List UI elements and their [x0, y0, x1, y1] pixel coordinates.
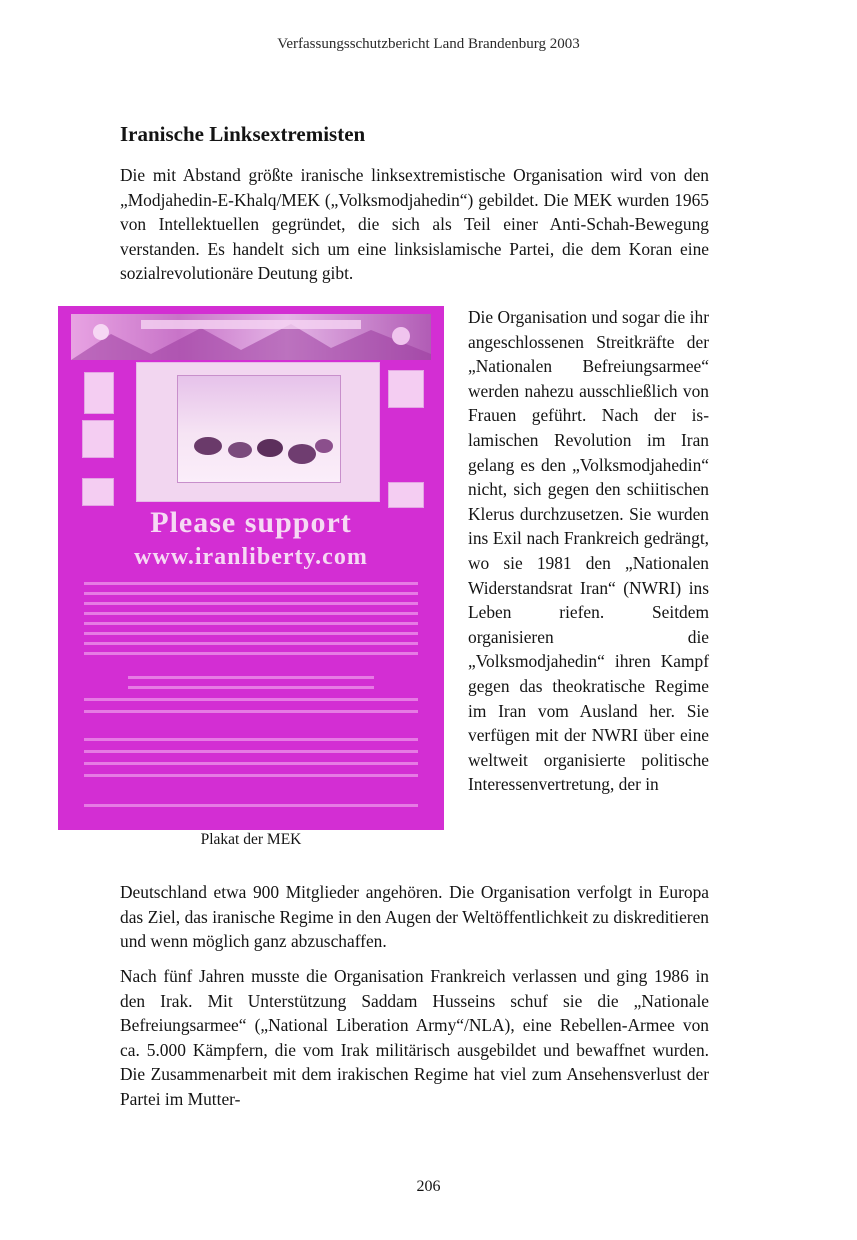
poster-thumbnail [388, 482, 424, 508]
mek-poster-image [58, 306, 444, 830]
poster-website-screenshot [136, 362, 380, 502]
page-number: 206 [416, 1178, 441, 1195]
section-title: Iranische Linksextremisten [120, 122, 366, 146]
poster-fine-print [84, 804, 418, 807]
paragraph-organisation-column: Die Organisation und sogar die ihr angeschlossenen Streitkräfte der „Nationalen Befreiungsarmee“ werden nahezu ausschließlich von Frauen geführt. Nach der islamischen Revolution im Iran gelang es den „Volksmodjahedin“ nicht, sich gegen den schiitischen Klerus durchzusetzen. Sie wurden ins Exil nach Frankreich gedrängt, wo sie 1981 den „Nationalen Widerstandsrat Iran“ (NWRI) ins Leben riefen. Seitdem organisieren die „Volksmodjahedin“ ihren Kampf gegen das theokratische Regime im Iran vom Ausland her. Sie verfügen mit der NWRI über eine weltweit organisierte politische Interessenvertretung, der in [468, 307, 709, 795]
poster-fine-print [84, 582, 418, 585]
poster-fine-print [84, 642, 418, 645]
poster-fine-print [84, 632, 418, 635]
poster-fine-print [84, 762, 418, 765]
poster-thumbnail [388, 370, 424, 408]
poster-thumbnail [82, 420, 114, 458]
poster-photo-figures [178, 376, 340, 482]
poster-banner-graphic [71, 314, 431, 360]
paragraph-iraq: Nach fünf Jahren musste die Organisation Frankreich verlassen und ging 1986 in den Irak. Mit Unterstützung Saddam Husseins schuf sie die „Nationale Befreiungsarmee“ („National Liberation Army“/NLA), eine Rebellen-Armee von ca. 5.000 Kämpfern, die vom Irak militärisch ausgebildet und bewaffnet wurden. Die Zusammenarbeit mit dem irakischen Regime hat viel zum Ansehensverlust der Partei im Mutter- [120, 966, 709, 1109]
poster-fine-print [84, 738, 418, 741]
poster-fine-print [84, 602, 418, 605]
poster-fine-print [128, 686, 374, 689]
poster-fine-print [84, 592, 418, 595]
poster-thumbnail [82, 478, 114, 506]
poster-fine-print [84, 710, 418, 713]
poster-fine-print [84, 652, 418, 655]
poster-headline: Please support [150, 506, 352, 539]
poster-fine-print [84, 698, 418, 701]
poster-website-url: www.iranliberty.com [134, 544, 368, 570]
poster-fine-print [84, 622, 418, 625]
poster-fine-print [84, 612, 418, 615]
poster-banner [71, 314, 431, 360]
poster-thumbnail [84, 372, 114, 414]
paragraph-organisation-continued: Deutschland etwa 900 Mitglieder angehören. Die Organisation verfolgt in Europa das Ziel, das iranische Regime in den Augen der Weltöffentlichkeit zu diskreditieren und wenn möglich ganz abzuschaffen. [120, 882, 709, 952]
poster-fine-print [84, 774, 418, 777]
poster-photo [177, 375, 341, 483]
figure-caption: Plakat der MEK [200, 831, 302, 848]
paragraph-intro: Die mit Abstand größte iranische linksextremistische Organisation wird von den „Modjahedin-E-Khalq/MEK („Volksmodjahedin“) gebildet. Die MEK wurden 1965 von Intellektuellen gegründet, die sich als Teil einer Anti-Schah-Bewegung verstanden. Es handelt sich um eine linksislamische Partei, die dem Koran eine sozialrevolutionäre Deutung gibt. [120, 165, 709, 284]
poster-fine-print [84, 750, 418, 753]
running-header: Verfassungsschutzbericht Land Brandenburg 2003 [277, 36, 580, 52]
poster-fine-print [128, 676, 374, 679]
